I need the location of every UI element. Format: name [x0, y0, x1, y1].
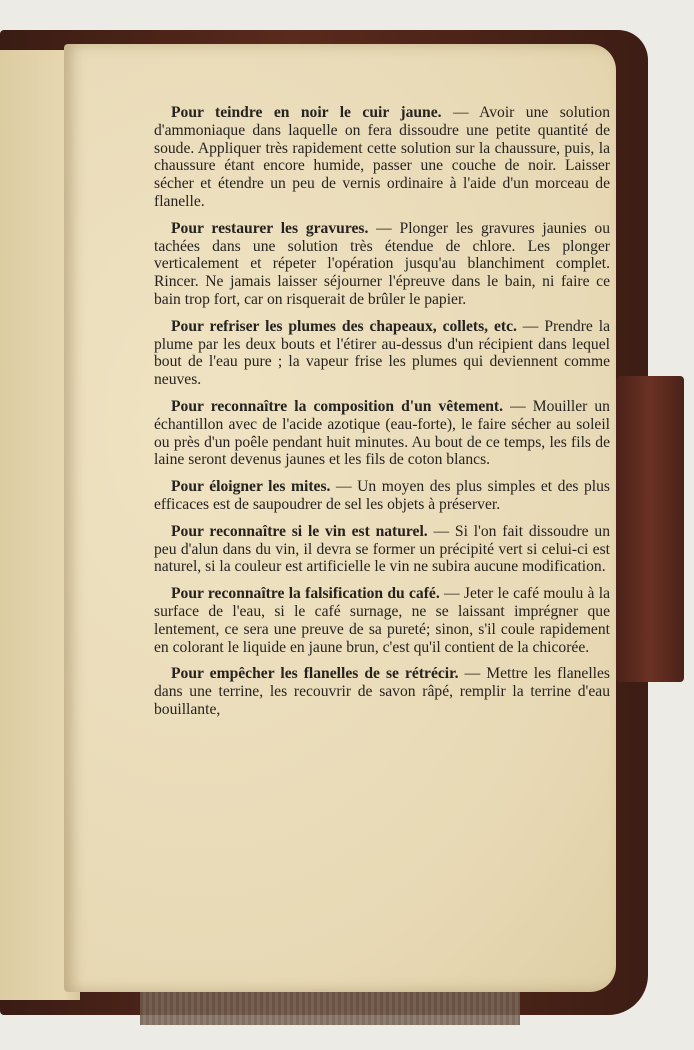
paragraph: [154, 104, 610, 211]
paragraph-body: — Mouiller un échantillon avec de l'acide azotique (eau-forte), le faire sécher au soleil ou près d'un poêle pendant huit minutes. Au bout de ce temps, les fils de laine seront devenus jaunes et les fils de coton blancs.: [154, 397, 610, 469]
paragraph-body: — Jeter le café moulu à la surface de l'eau, si le café surnage, ne se laissant imprégner que lentement, ce sera une preuve de sa pureté; sinon, s'il coule rapidement en colorant le liquide en jaune brun, c'est qu'il contient de la chicorée.: [154, 585, 610, 656]
paragraph-title: Pour éloigner les mites.: [171, 478, 331, 496]
paragraph-body: — Si l'on fait dissoudre un peu d'alun dans du vin, il devra se former un précipité vert si celui-ci est naturel, si la couleur est artificielle le vin ne subira aucune modification.: [154, 522, 611, 576]
paragraph-title: Pour teindre en noir le cuir jaune.: [171, 104, 442, 121]
paragraph-title: Pour empêcher les flanelles de se rétrécir.: [171, 665, 459, 683]
paragraph-title: Pour reconnaître la composition d'un vêtement.: [171, 397, 504, 415]
paragraph-title: Pour refriser les plumes des chapeaux, collets, etc.: [171, 317, 517, 335]
paragraph: [154, 220, 610, 309]
paragraph-title: Pour reconnaître la falsification du café.: [171, 585, 440, 603]
page-text: [154, 104, 610, 728]
paragraph-body: — Un moyen des plus simples et des plus efficaces est de saupoudrer de sel les objets à préserver.: [154, 478, 610, 513]
paragraph-body: — Plonger les gravures jaunies ou tachées dans une solution très étendue de chlore. Les plonger verticalement et répeter l'opération jusqu'au blanchiment complet. Rincer. Ne jamais laisser séjourner l'épreuve dans le bain, ni faire ce bain trop fort, car on risquerait de brûler le papier.: [154, 219, 610, 308]
paragraph: [154, 665, 610, 718]
paragraph-body: — Mettre les flanelles dans une terrine, les recouvrir de savon râpé, remplir la terrine d'eau bouillante,: [154, 665, 610, 718]
paragraph: [154, 398, 610, 469]
paragraph-body: — Avoir une solution d'ammoniaque dans laquelle on fera dissoudre une petite quantité de soude. Appliquer très rapidement cette solution sur la chaussure, puis, la chaussure étant encore humide, passer une couche de noir. Laisser sécher et étendre un peu de vernis ordinaire à l'aide d'un morceau de flanelle.: [154, 104, 610, 210]
paragraph-body: — Prendre la plume par les deux bouts et l'étirer au-dessus d'un récipient dans lequel bout de l'eau pure ; la vapeur frise les plumes qui deviennent comme neuves.: [154, 317, 610, 389]
paragraph-title: Pour reconnaître si le vin est naturel.: [171, 522, 428, 540]
paragraph: [154, 318, 610, 389]
cover-clasp-tab: [616, 376, 684, 682]
paragraph: [154, 523, 610, 576]
paragraph-title: Pour restaurer les gravures.: [171, 219, 369, 237]
paragraph: [154, 478, 610, 514]
paragraph: [154, 585, 610, 656]
